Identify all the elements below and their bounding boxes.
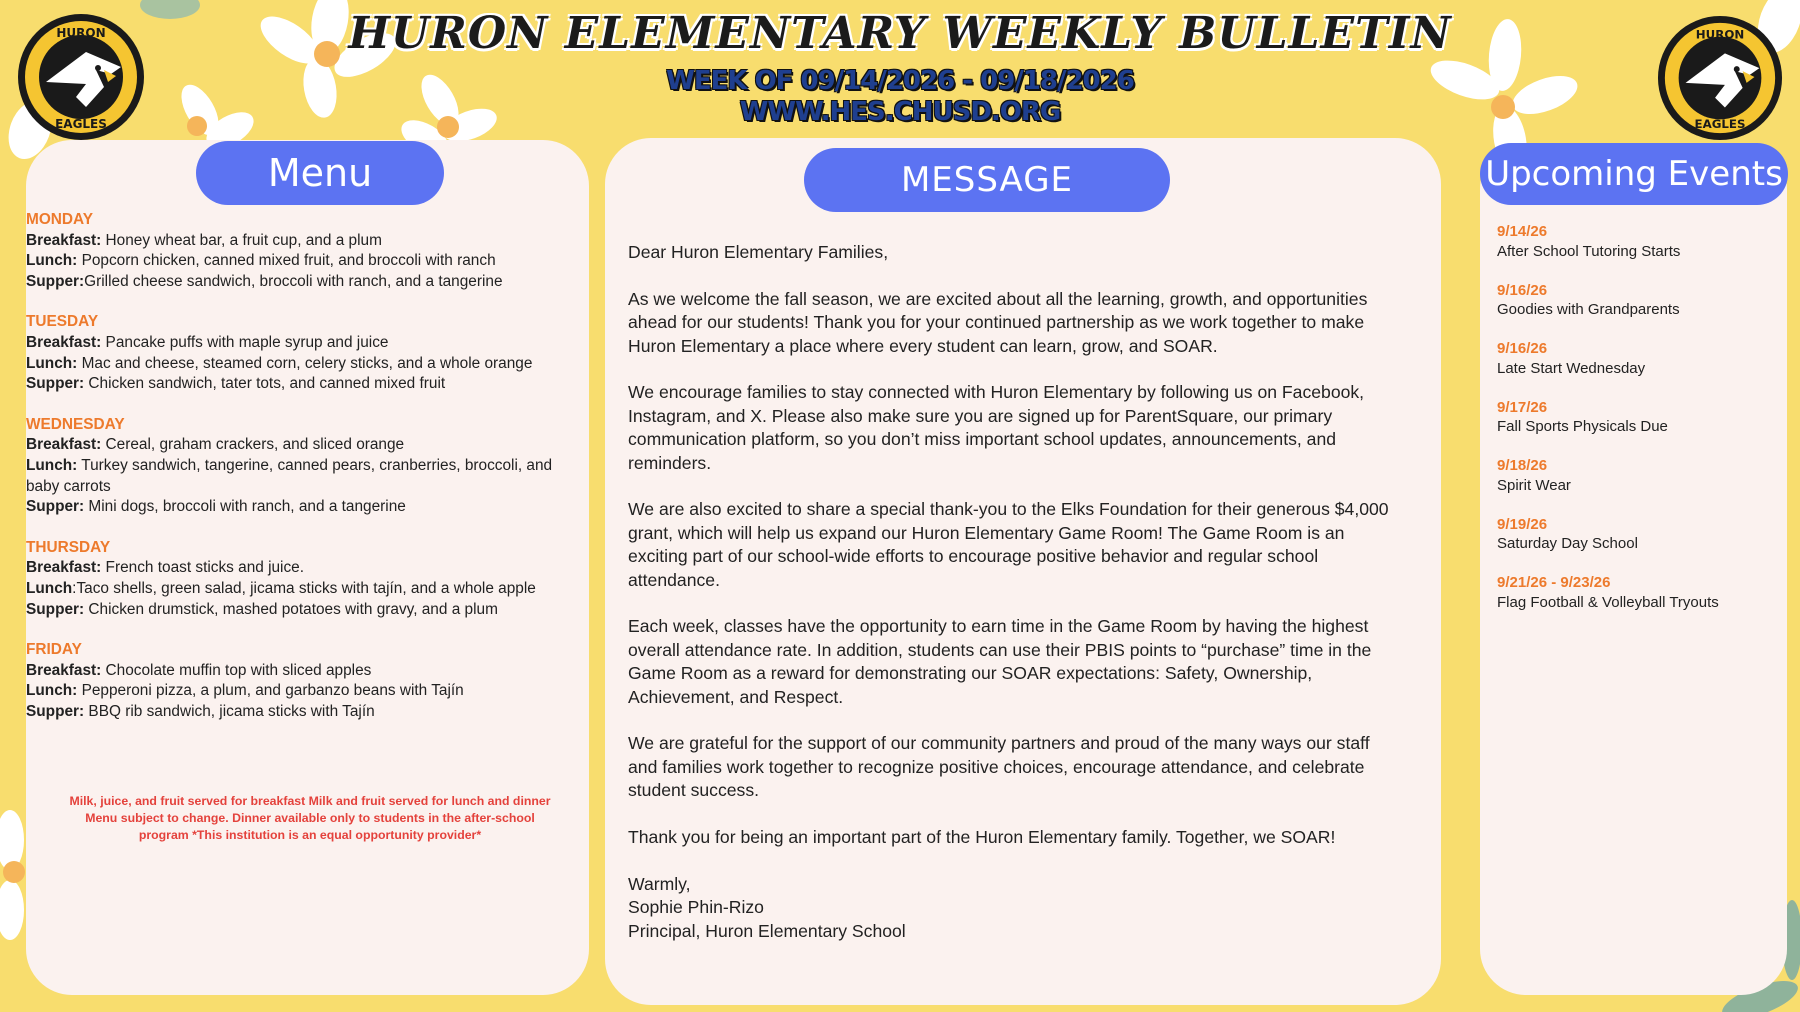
event-name: Flag Football & Volleyball Tryouts xyxy=(1497,593,1719,611)
message-closing: Warmly, xyxy=(628,873,691,894)
meal-line: Lunch: Popcorn chicken, canned mixed fruit, and broccoli with ranch xyxy=(26,252,496,270)
meal-line: Supper: Chicken drumstick, mashed potatoes with gravy, and a plum xyxy=(26,600,498,618)
bulletin-title: HURON ELEMENTARY WEEKLY BULLETIN xyxy=(348,8,1452,59)
message-paragraph: Thank you for being an important part of the Huron Elementary family. Together, we SOAR! xyxy=(628,827,1336,848)
menu-disclaimer: Milk, juice, and fruit served for breakfast Milk and fruit served for lunch and dinner Menu subject to change. Dinner available only to students in the after-school program *This institution is an equal opportunity provider* xyxy=(69,794,551,842)
message-paragraph: We are also excited to share a special thank-you to the Elks Foundation for their generous $4,000 grant, which will help us expand our Huron Elementary Game Room! The Game Room is an exciting part of our school-wide efforts to encourage positive behavior and regular school attendance. xyxy=(628,499,1389,590)
events-heading: Upcoming Events xyxy=(1480,143,1788,205)
school-logo-right xyxy=(1656,14,1784,142)
day-name: TUESDAY xyxy=(26,313,99,331)
event-item xyxy=(1497,515,1777,554)
event-date: 9/16/26 xyxy=(1497,281,1548,299)
meal-line: Lunch: Pepperoni pizza, a plum, and garbanzo beans with Tajín xyxy=(26,682,464,700)
event-item xyxy=(1497,573,1777,612)
day-name: MONDAY xyxy=(26,211,93,228)
meal-line: Breakfast: Pancake puffs with maple syrup and juice xyxy=(26,333,389,351)
message-paragraph: Each week, classes have the opportunity to earn time in the Game Room by having the highest overall attendance rate. In addition, students can use their PBIS points to “purchase” time in the Game Room as a reward for demonstrating our SOAR expectations: Safety, Ownership, Achievement, and Respect. xyxy=(628,616,1372,707)
meal-line: Lunch:Taco shells, green salad, jicama sticks with tajín, and a whole apple xyxy=(26,579,536,597)
website-link[interactable]: WWW.HES.CHUSD.ORG xyxy=(739,97,1061,127)
menu-list xyxy=(26,210,586,722)
event-name: Goodies with Grandparents xyxy=(1497,301,1680,318)
meal-line: Breakfast: Honey wheat bar, a fruit cup, and a plum xyxy=(26,231,382,249)
event-date: 9/19/26 xyxy=(1497,515,1548,533)
message-signer: Sophie Phin-Rizo xyxy=(628,897,764,918)
event-name: Spirit Wear xyxy=(1497,476,1571,494)
event-name: Late Start Wednesday xyxy=(1497,359,1646,377)
meal-line: Lunch: Turkey sandwich, tangerine, canned pears, cranberries, broccoli, and baby carrots xyxy=(26,456,553,495)
event-date: 9/21/26 - 9/23/26 xyxy=(1497,574,1611,591)
menu-heading: Menu xyxy=(196,141,444,205)
logo-bottom-text: EAGLES xyxy=(55,117,107,131)
message-heading: MESSAGE xyxy=(804,148,1170,212)
meal-line: Supper: BBQ rib sandwich, jicama sticks with Tajín xyxy=(26,702,375,720)
event-item xyxy=(1497,339,1777,378)
school-logo-left xyxy=(16,12,146,142)
message-body xyxy=(628,241,1398,943)
event-date: 9/14/26 xyxy=(1497,223,1548,240)
meal-line: Supper: Mini dogs, broccoli with ranch, and a tangerine xyxy=(26,498,406,516)
event-name: Saturday Day School xyxy=(1497,535,1638,552)
event-date: 9/16/26 xyxy=(1497,340,1548,357)
event-item xyxy=(1497,222,1777,261)
event-item xyxy=(1497,281,1777,320)
event-date: 9/17/26 xyxy=(1497,398,1548,416)
meal-line: Supper:Grilled cheese sandwich, broccoli with ranch, and a tangerine xyxy=(26,272,503,290)
event-date: 9/18/26 xyxy=(1497,457,1548,474)
meal-line: Breakfast: Cereal, graham crackers, and sliced orange xyxy=(26,436,405,454)
event-name: Fall Sports Physicals Due xyxy=(1497,418,1668,435)
day-name: THURSDAY xyxy=(26,538,111,556)
logo-bottom-text: EAGLES xyxy=(1694,117,1746,132)
message-paragraph: Dear Huron Elementary Families, xyxy=(628,242,889,262)
meal-line: Breakfast: French toast sticks and juice. xyxy=(26,559,305,577)
message-signer-title: Principal, Huron Elementary School xyxy=(628,920,906,941)
meal-line: Lunch: Mac and cheese, steamed corn, celery sticks, and a whole orange xyxy=(26,354,533,372)
logo-top-text: HURON xyxy=(1695,27,1745,42)
event-item xyxy=(1497,398,1777,437)
meal-line: Breakfast: Chocolate muffin top with sliced apples xyxy=(26,661,372,679)
events-list xyxy=(1497,222,1777,632)
message-paragraph: As we welcome the fall season, we are excited about all the learning, growth, and opportunities ahead for our students! Thank you for your continued partnership as we work together to make Huron Elementary a place where every student can learn, grow, and SOAR. xyxy=(628,288,1368,356)
event-item xyxy=(1497,456,1777,495)
message-paragraph: We encourage families to stay connected with Huron Elementary by following us on Facebook, Instagram, and X. Please also make sure you are signed up for ParentSquare, our primary communication platform, so you don’t miss important school updates, announcements, and reminders. xyxy=(628,382,1365,473)
day-name: WEDNESDAY xyxy=(26,415,125,433)
event-name: After School Tutoring Starts xyxy=(1497,242,1681,260)
day-name: FRIDAY xyxy=(26,641,82,659)
message-paragraph: We are grateful for the support of our community partners and proud of the many ways our staff and families work together to recognize positive choices, encourage attendance, and celebrate student success. xyxy=(628,733,1370,801)
logo-top-text: HURON xyxy=(56,26,106,40)
week-range: WEEK OF 09/14/2026 - 09/18/2026 xyxy=(666,66,1134,96)
meal-line: Supper: Chicken sandwich, tater tots, and canned mixed fruit xyxy=(26,375,446,393)
